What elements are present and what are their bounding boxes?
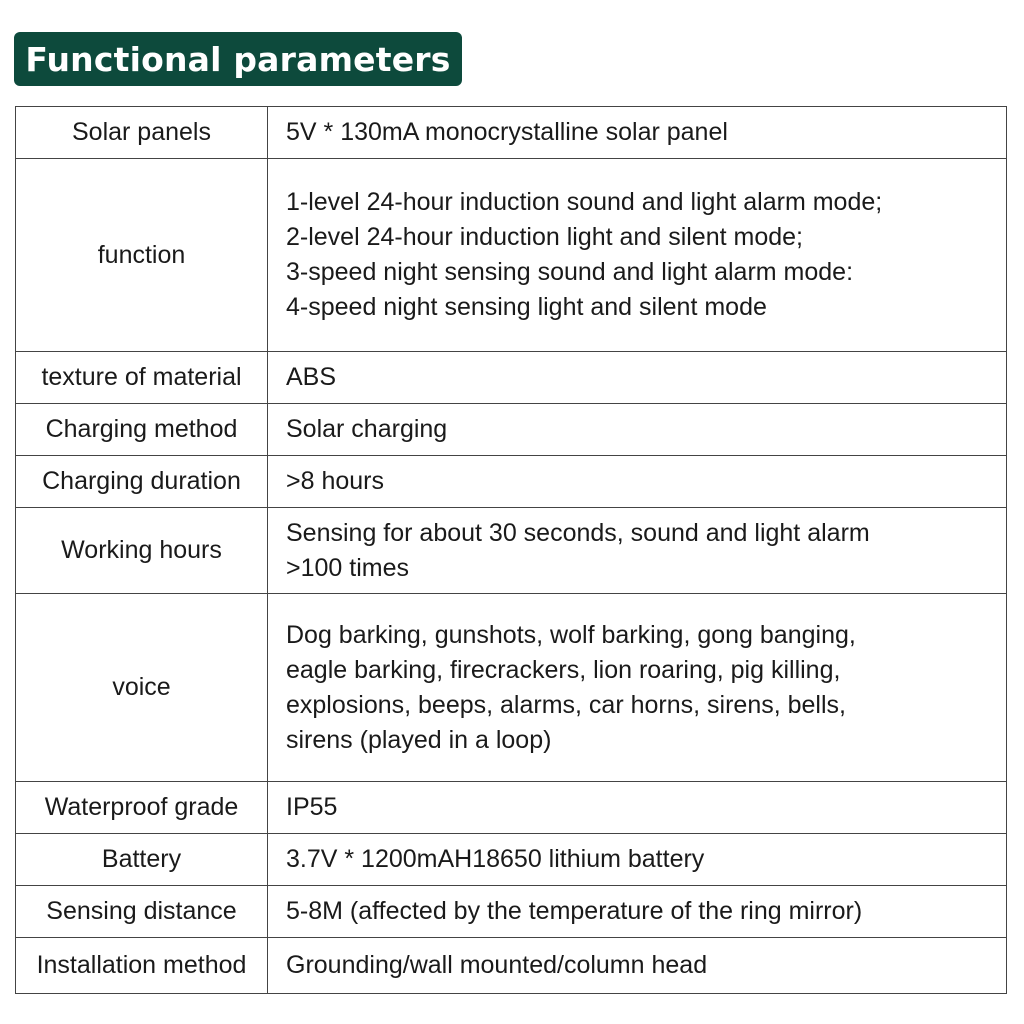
row-label: texture of material bbox=[16, 352, 268, 404]
value-line: Solar charging bbox=[286, 415, 448, 443]
row-label: Solar panels bbox=[16, 107, 268, 159]
value-line: IP55 bbox=[286, 793, 338, 821]
row-value bbox=[268, 456, 1007, 508]
row-label: Charging method bbox=[16, 404, 268, 456]
value-line: 1-level 24-hour induction sound and light alarm mode; bbox=[286, 188, 883, 216]
value-line: Grounding/wall mounted/column head bbox=[286, 951, 708, 979]
row-value bbox=[268, 508, 1007, 594]
table-row bbox=[16, 508, 1007, 594]
row-value bbox=[268, 886, 1007, 938]
row-value bbox=[268, 159, 1007, 352]
row-label: Waterproof grade bbox=[16, 782, 268, 834]
table-row bbox=[16, 404, 1007, 456]
table-row bbox=[16, 159, 1007, 352]
table-row bbox=[16, 938, 1007, 994]
value-line: Dog barking, gunshots, wolf barking, gong banging, bbox=[286, 620, 856, 649]
row-value bbox=[268, 404, 1007, 456]
row-value bbox=[268, 594, 1007, 782]
table-row bbox=[16, 456, 1007, 508]
section-title: Functional parameters bbox=[25, 39, 451, 79]
value-line: sirens (played in a loop) bbox=[286, 725, 552, 754]
value-line: 3-speed night sensing sound and light alarm mode: bbox=[286, 258, 854, 286]
value-line: 5-8M (affected by the temperature of the ring mirror) bbox=[286, 897, 863, 925]
row-value bbox=[268, 782, 1007, 834]
row-label: voice bbox=[16, 594, 268, 782]
parameters-table bbox=[15, 106, 1007, 994]
value-line: Sensing for about 30 seconds, sound and light alarm bbox=[286, 518, 870, 547]
row-label: Installation method bbox=[16, 938, 268, 994]
row-value bbox=[268, 834, 1007, 886]
value-line: 2-level 24-hour induction light and silent mode; bbox=[286, 223, 803, 251]
row-label: Battery bbox=[16, 834, 268, 886]
value-line: 5V * 130mA monocrystalline solar panel bbox=[286, 118, 728, 146]
table-row bbox=[16, 834, 1007, 886]
row-value bbox=[268, 352, 1007, 404]
row-value bbox=[268, 938, 1007, 994]
section-title-badge bbox=[14, 32, 462, 86]
row-label: function bbox=[16, 159, 268, 352]
table-row bbox=[16, 352, 1007, 404]
table-row bbox=[16, 107, 1007, 159]
value-line: >100 times bbox=[286, 553, 409, 582]
row-label: Sensing distance bbox=[16, 886, 268, 938]
table-row bbox=[16, 594, 1007, 782]
row-label: Charging duration bbox=[16, 456, 268, 508]
row-label: Working hours bbox=[16, 508, 268, 594]
value-line: explosions, beeps, alarms, car horns, sirens, bells, bbox=[286, 690, 846, 719]
table-row bbox=[16, 782, 1007, 834]
value-line: 3.7V * 1200mAH18650 lithium battery bbox=[286, 845, 705, 873]
row-value bbox=[268, 107, 1007, 159]
value-line: 4-speed night sensing light and silent mode bbox=[286, 293, 767, 321]
value-line: >8 hours bbox=[286, 467, 384, 495]
value-line: eagle barking, firecrackers, lion roaring, pig killing, bbox=[286, 655, 841, 684]
value-line: ABS bbox=[286, 363, 337, 391]
table-row bbox=[16, 886, 1007, 938]
